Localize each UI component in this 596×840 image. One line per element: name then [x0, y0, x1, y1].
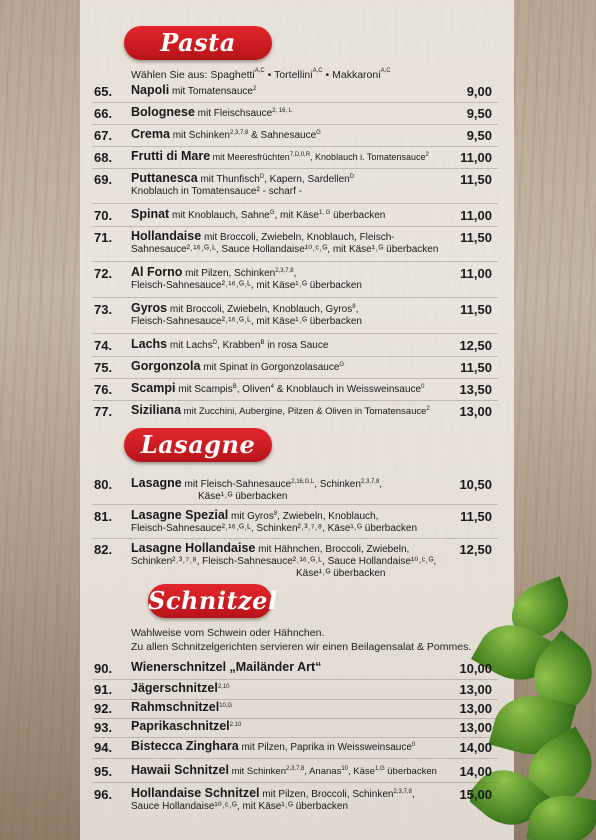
item-description: Al Forno mit Pilzen, Schinken$^{2,3,7,8}$, Fleisch-Sahnesauce²˒¹⁶˒ᴳ˒ᴸ, mit Käse¹˒ᴳ überbacken	[131, 265, 362, 291]
item-number: 82.	[94, 542, 113, 557]
divider	[92, 504, 498, 505]
item-number: 68.	[94, 150, 113, 165]
item-description: Siziliana mit Zucchini, Aubergine, Pilzen & Oliven in Tomatensauce$^2$	[131, 403, 430, 417]
divider	[92, 333, 498, 334]
item-price: 14,00	[459, 740, 492, 755]
item-number: 70.	[94, 208, 113, 223]
item-price: 10,50	[459, 477, 492, 492]
item-description: Crema mit Schinken$^{2,3,7,8}$ & Sahnesauce$^G$	[131, 127, 321, 141]
item-price: 9,00	[466, 84, 492, 99]
item-description: Hawaii Schnitzel mit Schinken$^{2,3,7,8}$, Ananas$^{10}$, Käse$^{1,G}$ überbacken	[131, 763, 437, 777]
divider	[92, 168, 498, 169]
item-description: Spinat mit Knoblauch, Sahne$^G$, mit Käse$^{1, G}$ überbacken	[131, 207, 386, 221]
item-price: 9,50	[466, 106, 492, 121]
schnitzel-note-1: Wahlweise vom Schwein oder Hähnchen.	[131, 627, 325, 639]
item-number: 90.	[94, 661, 113, 676]
item-description: Paprikaschnitzel$^{2,10}$	[131, 719, 242, 733]
item-price: 13,50	[459, 382, 492, 397]
item-description: Hollandaise Schnitzel mit Pilzen, Broccoli, Schinken$^{2,3,7,8}$, Sauce Hollandaise¹⁰˒ᶜ˒ᴳ, mit Käse¹˒ᴳ überbacken	[131, 786, 415, 812]
item-number: 67.	[94, 128, 113, 143]
item-description: Hollandaise mit Broccoli, Zwiebeln, Knoblauch, Fleisch- Sahnesauce²˒¹⁶˒ᴳ˒ᴸ, Sauce Hollandaise¹⁰˒ᶜ˒ᴳ, mit Käse¹˒ᴳ überbacken	[131, 229, 439, 255]
item-price: 13,00	[459, 682, 492, 697]
item-price: 11,50	[460, 509, 492, 524]
item-number: 80.	[94, 477, 113, 492]
item-number: 81.	[94, 509, 113, 524]
item-number: 76.	[94, 382, 113, 397]
section-title-pasta: Pasta	[124, 26, 272, 60]
divider	[92, 782, 498, 783]
item-price: 10,00	[459, 661, 492, 676]
item-number: 66.	[94, 106, 113, 121]
item-price: 15,00	[459, 787, 492, 802]
pasta-intro: Wählen Sie aus: Spaghetti$^{A,C}$ • Tortellini$^{A,C}$ • Makkaroni$^{A,C}$	[131, 68, 391, 81]
item-price: 11,50	[460, 230, 492, 245]
item-number: 71.	[94, 230, 113, 245]
item-price: 12,50	[459, 338, 492, 353]
item-description: Lasagne Spezial mit Gyros$^8$, Zwiebeln, Knoblauch, Fleisch-Sahnesauce²˒¹⁶˒ᴳ˒ᴸ, Schinken²˒³˒⁷˒⁸, Käse¹˒ᴳ überbacken	[131, 508, 418, 534]
item-price: 11,50	[460, 302, 492, 317]
item-number: 74.	[94, 338, 113, 353]
item-number: 73.	[94, 302, 113, 317]
divider	[92, 378, 498, 379]
item-price: 13,00	[459, 720, 492, 735]
item-price: 11,50	[460, 172, 492, 187]
divider	[92, 261, 498, 262]
item-description: Lasagne mit Fleisch-Sahnesauce$^{2,16,G,L}$, Schinken$^{2,3,7,8}$, Käse¹˒ᴳ überbacken	[131, 476, 383, 502]
divider	[92, 758, 498, 759]
item-description: Gorgonzola mit Spinat in Gorgonzolasauce$^G$	[131, 359, 345, 373]
item-description: Jägerschnitzel$^{2,10}$	[131, 681, 230, 695]
divider	[92, 356, 498, 357]
divider	[92, 203, 498, 204]
item-price: 11,00	[460, 150, 492, 165]
item-number: 75.	[94, 360, 113, 375]
item-price: 9,50	[466, 128, 492, 143]
divider	[92, 737, 498, 738]
item-description: Lachs mit Lachs$^D$, Krabben$^B$ in rosa Sauce	[131, 337, 329, 351]
divider	[92, 538, 498, 539]
item-number: 91.	[94, 682, 113, 697]
item-price: 12,50	[459, 542, 492, 557]
divider	[92, 146, 498, 147]
item-description: Scampi mit Scampis$^B$, Oliven$^4$ & Knoblauch in Weissweinsauce$^0$	[131, 381, 425, 395]
section-title-lasagne: Lasagne	[124, 428, 272, 462]
item-number: 65.	[94, 84, 113, 99]
item-price: 11,00	[460, 266, 492, 281]
divider	[92, 226, 498, 227]
item-price: 13,00	[459, 701, 492, 716]
item-price: 11,00	[460, 208, 492, 223]
divider	[92, 102, 498, 103]
divider	[92, 124, 498, 125]
item-description: Gyros mit Broccoli, Zwiebeln, Knoblauch, Gyros$^8$, Fleisch-Sahnesauce²˒¹⁶˒ᴳ˒ᴸ, mit Käse¹˒ᴳ überbacken	[131, 301, 362, 327]
item-number: 77.	[94, 404, 113, 419]
item-number: 93.	[94, 720, 113, 735]
section-title-schnitzel: Schnitzel	[148, 584, 272, 618]
item-price: 13,00	[459, 404, 492, 419]
item-number: 95.	[94, 764, 113, 779]
item-description: Bolognese mit Fleischsauce$^{2, 16, L}$	[131, 105, 293, 119]
item-number: 94.	[94, 740, 113, 755]
item-price: 11,50	[460, 360, 492, 375]
schnitzel-note-2: Zu allen Schnitzelgerichten servieren wir einen Beilagensalat & Pommes.	[131, 641, 472, 653]
item-description: Bistecca Zinghara mit Pilzen, Paprika in Weissweinsauce$^0$	[131, 739, 416, 753]
item-number: 69.	[94, 172, 113, 187]
item-description: Frutti di Mare mit Meeresfrüchten$^{7,D,0,R}$, Knoblauch i. Tomatensauce$^2$	[131, 149, 429, 163]
item-price: 14,00	[459, 764, 492, 779]
item-description: Napoli mit Tomatensauce$^2$	[131, 83, 257, 97]
item-number: 72.	[94, 266, 113, 281]
divider	[92, 400, 498, 401]
item-description: Rahmschnitzel$^{10,G}$	[131, 700, 233, 714]
item-description: Wienerschnitzel „Mailänder Art“	[131, 660, 322, 674]
item-description: Puttanesca mit Thunfisch$^D$, Kapern, Sardellen$^D$ Knoblauch in Tomatensauce² - scharf -	[131, 171, 355, 197]
divider	[92, 297, 498, 298]
item-number: 92.	[94, 701, 113, 716]
item-number: 96.	[94, 787, 113, 802]
item-description: Lasagne Hollandaise mit Hähnchen, Broccoli, Zwiebeln, Schinken²˒³˒⁷˒⁸, Fleisch-Sahnesauce²˒¹⁶˒ᴳ˒ᴸ, Sauce Hollandaise¹⁰˒ᶜ˒ᴳ, Käse¹˒ᴳ überbacken	[131, 541, 437, 579]
divider	[92, 679, 498, 680]
